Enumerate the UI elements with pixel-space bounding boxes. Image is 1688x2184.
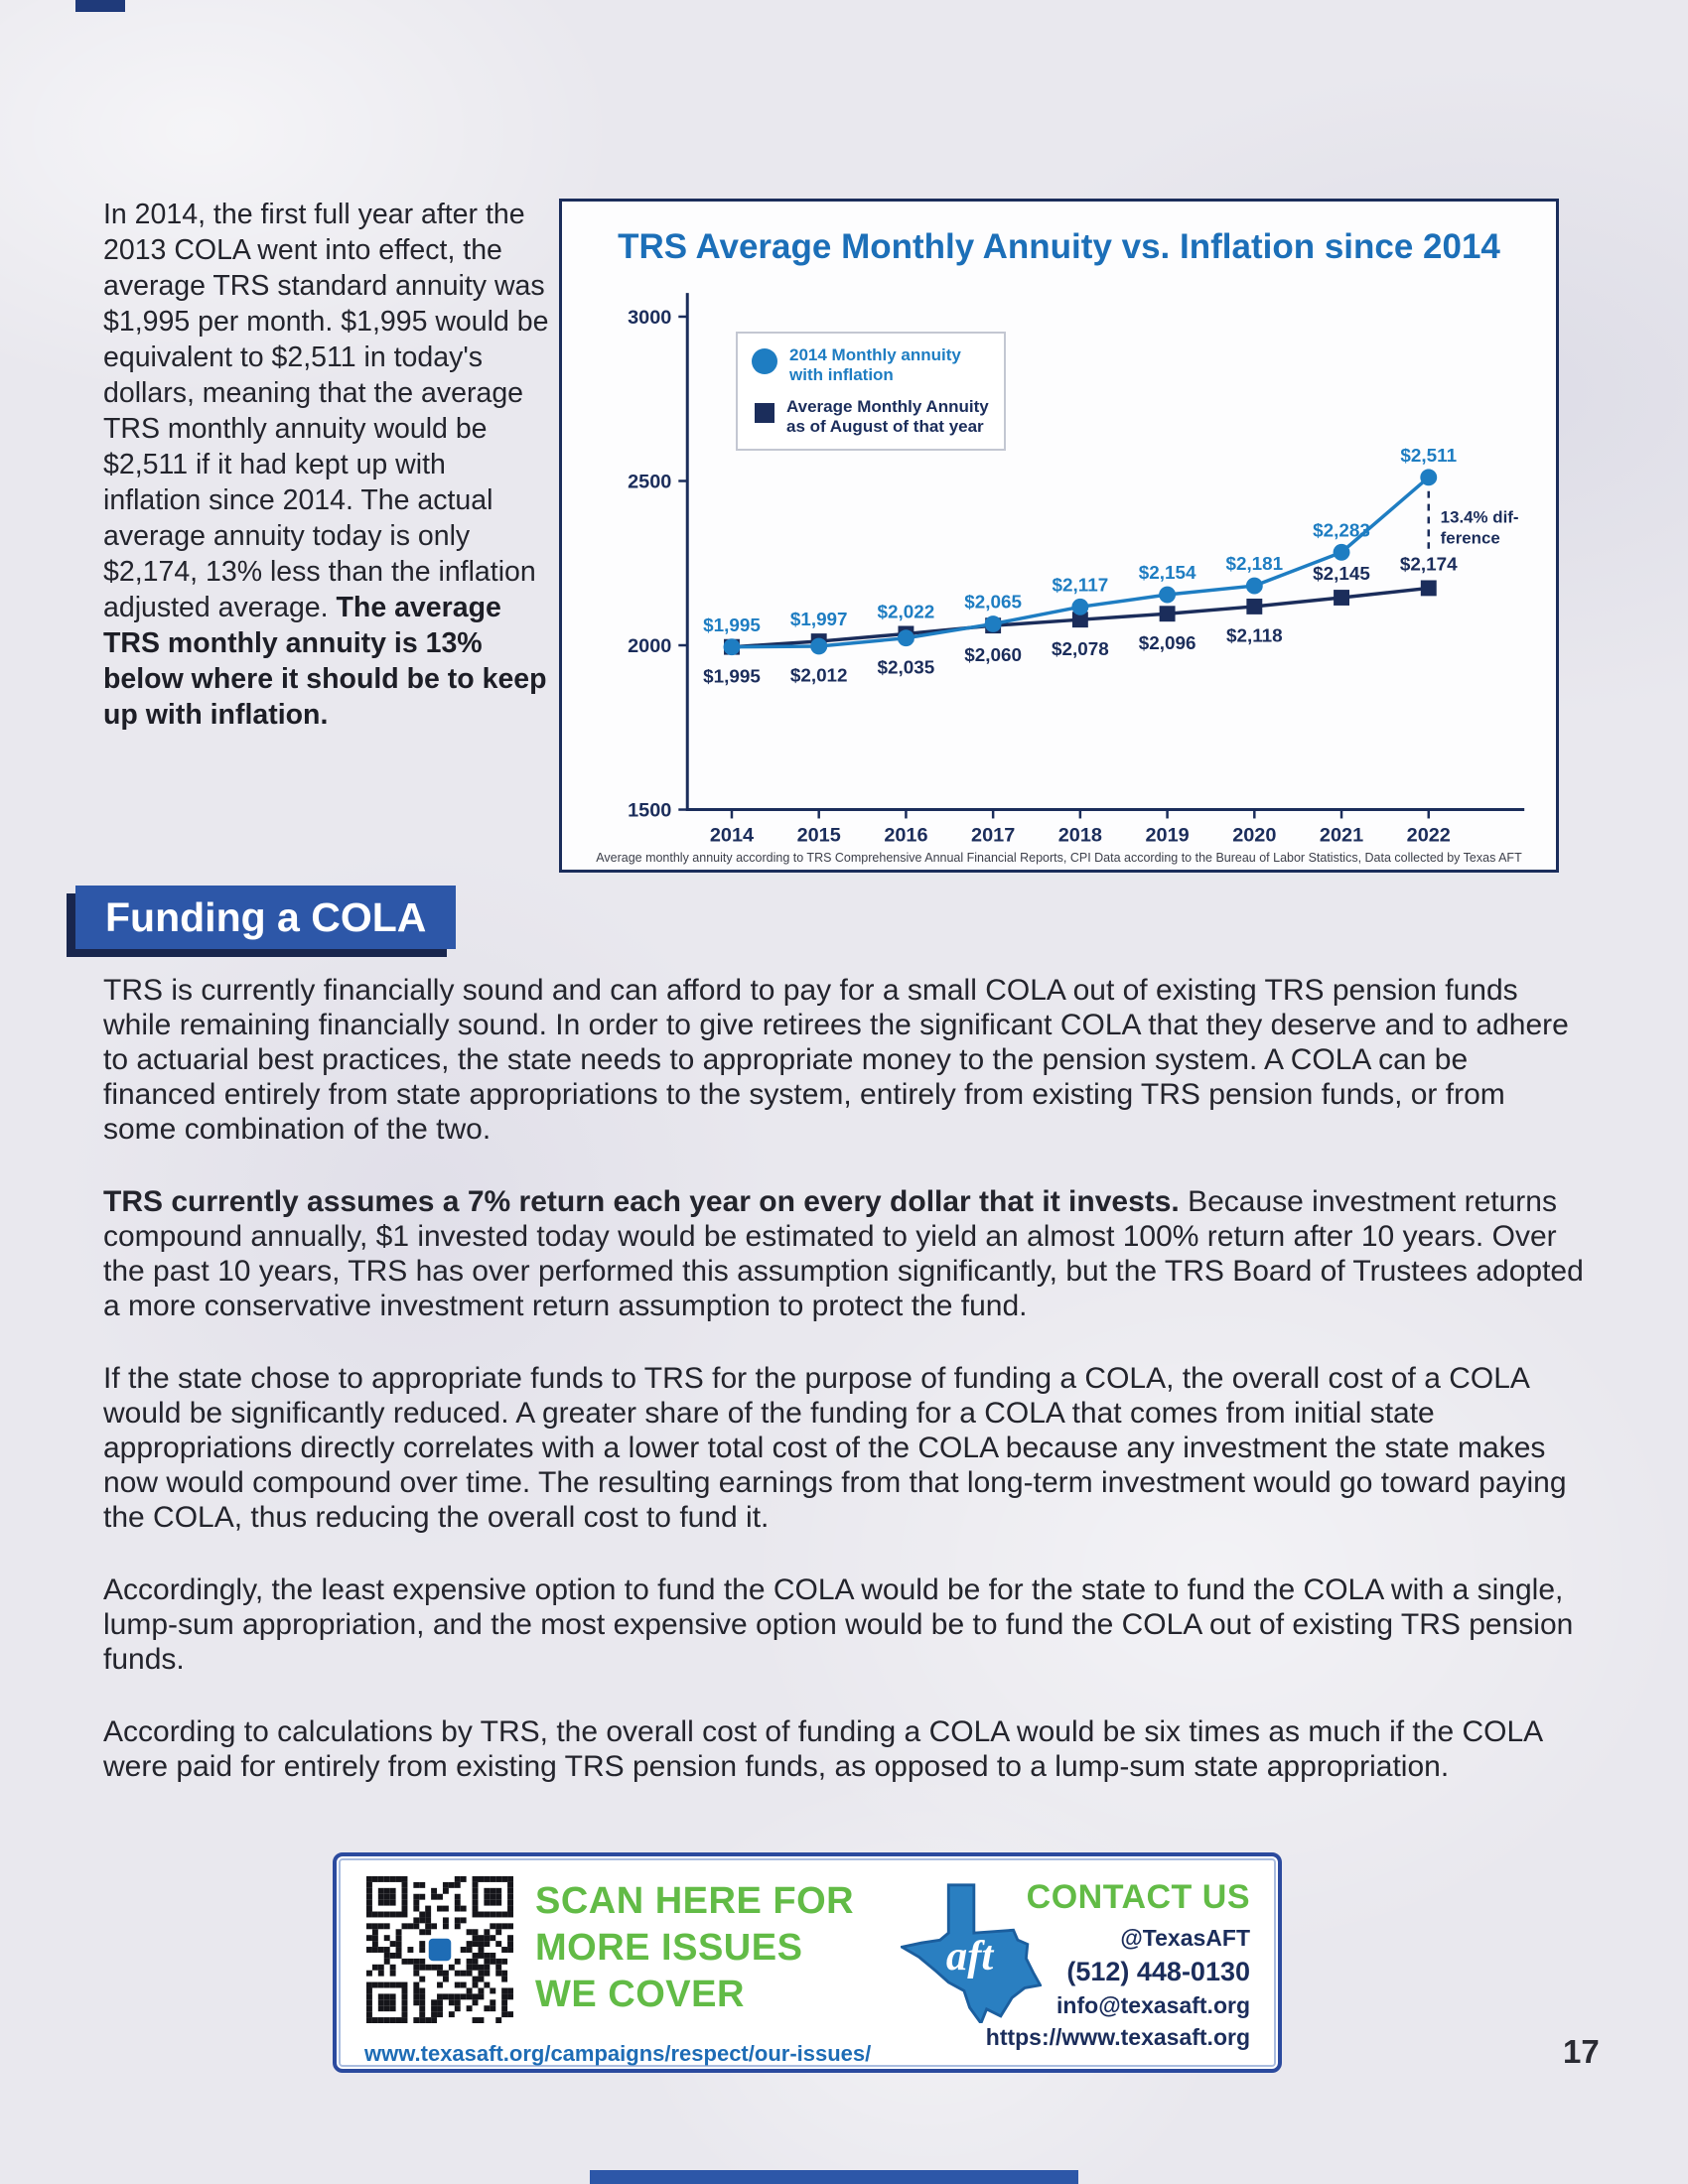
scan-line-1: SCAN HERE FOR xyxy=(535,1880,855,1922)
bottom-edge-accent-bar xyxy=(590,2170,1078,2184)
paragraph-funding-2 xyxy=(103,1184,1585,1323)
svg-text:$2,511: $2,511 xyxy=(1400,445,1458,466)
scan-here-text xyxy=(535,1878,854,2018)
svg-text:$2,117: $2,117 xyxy=(1052,574,1109,596)
svg-text:2021: 2021 xyxy=(1319,824,1364,847)
svg-text:$1,995: $1,995 xyxy=(703,665,761,687)
legend-label-inflation: 2014 Monthly annuity with inflation xyxy=(789,345,961,384)
issues-url-link[interactable]: www.texasaft.org/campaigns/respect/our-issues/ xyxy=(364,2041,872,2066)
svg-text:$2,012: $2,012 xyxy=(789,664,848,686)
twitter-handle-link[interactable]: @TexasAFT xyxy=(1120,1925,1250,1951)
svg-text:$2,283: $2,283 xyxy=(1313,519,1370,541)
chart-panel xyxy=(559,199,1559,873)
paragraph-funding-3: If the state chose to appropriate funds to TRS for the purpose of funding a COLA, the overall cost of a COLA would be significantly reduced. A greater share of the funding for a COLA that comes from initial state appropriations directly correlates with a lower total cost of the COLA because any investment the state makes now would compound over time. The resulting earnings from that long-term investment would go toward paying the COLA, thus reducing the overall cost to fund it. xyxy=(103,1362,1567,1534)
page-number: 17 xyxy=(1563,2033,1600,2070)
footer-banner xyxy=(333,1852,1282,2073)
legend-square-marker xyxy=(755,403,774,423)
svg-text:2018: 2018 xyxy=(1057,824,1102,847)
website-link[interactable]: https://www.texasaft.org xyxy=(985,2024,1250,2050)
svg-text:2017: 2017 xyxy=(971,824,1016,847)
section-heading-badge: Funding a COLA xyxy=(75,886,456,949)
chart-legend xyxy=(736,332,1006,451)
chart-footnote: Average monthly annuity according to TRS Comprehensive Annual Financial Reports, CPI Data according to the Bureau of Labor Statistics, Data collected by Texas AFT xyxy=(596,851,1522,865)
scan-line-3: WE COVER xyxy=(535,1974,745,2015)
svg-text:2020: 2020 xyxy=(1232,824,1277,847)
paragraph-funding-4: Accordingly, the least expensive option to fund the COLA would be for the state to fund the COLA with a single, lump-sum appropriation, and the most expensive option would be to fund the COLA out of existing TRS pension funds. xyxy=(103,1573,1574,1676)
svg-text:$2,154: $2,154 xyxy=(1138,562,1196,584)
svg-text:$2,145: $2,145 xyxy=(1313,563,1370,585)
svg-text:2019: 2019 xyxy=(1145,824,1190,847)
svg-text:2000: 2000 xyxy=(628,634,672,657)
top-edge-accent-bar xyxy=(75,0,125,12)
svg-text:$1,995: $1,995 xyxy=(703,614,761,635)
svg-text:1500: 1500 xyxy=(628,799,672,822)
svg-text:$2,022: $2,022 xyxy=(877,601,935,622)
paragraph-bold-lead: TRS currently assumes a 7% return each year on every dollar that it invests. xyxy=(103,1185,1180,1218)
svg-text:3000: 3000 xyxy=(628,306,672,329)
legend-label-actual: Average Monthly Annuity as of August of that year xyxy=(786,397,989,436)
paragraph-funding-5: According to calculations by TRS, the overall cost of funding a COLA would be six times as much if the COLA were paid for entirely from existing TRS pension funds, as opposed to a lump-sum state appropriation. xyxy=(103,1715,1542,1783)
svg-text:2016: 2016 xyxy=(884,824,928,847)
svg-text:$2,065: $2,065 xyxy=(964,591,1023,613)
svg-text:$2,174: $2,174 xyxy=(1399,553,1458,575)
body-copy xyxy=(103,973,1585,1822)
scan-line-2: MORE ISSUES xyxy=(535,1927,803,1969)
paragraph-rest: Because investment returns compound annually, $1 invested today would be estimated to yield an almost 100% return after 10 years. Over the past 10 years, TRS has over performed this assumption significantly, but the TRS Board of Trustees adopted a more conservative investment return assumption to protect the fund. xyxy=(103,1185,1584,1322)
chart-title: TRS Average Monthly Annuity vs. Inflation since 2014 xyxy=(618,227,1500,266)
annuity-line-chart xyxy=(562,202,1556,870)
svg-text:$2,035: $2,035 xyxy=(877,656,935,678)
svg-text:$2,118: $2,118 xyxy=(1225,624,1283,646)
svg-text:$1,997: $1,997 xyxy=(789,609,848,630)
svg-text:2500: 2500 xyxy=(628,471,672,493)
intro-paragraph xyxy=(103,197,550,733)
qr-code-image xyxy=(366,1876,513,2023)
svg-text:$2,060: $2,060 xyxy=(964,643,1023,665)
paragraph-funding-1: TRS is currently financially sound and can afford to pay for a small COLA out of existing TRS pension funds while remaining financially sound. In order to give retirees the significant COLA that they deserve and to adhere to actuarial best practices, the state needs to appropriate money to the pension system. A COLA can be financed entirely from state appropriations to the system, entirely from existing TRS pension funds, or from some combination of the two. xyxy=(103,974,1569,1146)
legend-circle-marker xyxy=(752,348,777,374)
svg-text:2014: 2014 xyxy=(709,824,755,847)
legend-item-inflation xyxy=(752,345,990,385)
svg-text:$2,181: $2,181 xyxy=(1225,553,1284,575)
svg-text:$2,078: $2,078 xyxy=(1052,637,1109,659)
aft-logo-text: aft xyxy=(945,1933,994,1980)
email-link[interactable]: info@texasaft.org xyxy=(1056,1992,1250,2018)
svg-text:ference: ference xyxy=(1440,528,1500,548)
contact-block xyxy=(986,1878,1250,2051)
svg-text:$2,096: $2,096 xyxy=(1138,631,1196,653)
intro-text: In 2014, the first full year after the 2013 COLA went into effect, the average TRS standard annuity was $1,995 per month. $1,995 would be equivalent to $2,511 in today's dollars, meaning that the average TRS monthly annuity would be $2,511 if it had kept up with inflation since 2014. The actual average annuity today is only $2,174, 13% less than the inflation adjusted average. xyxy=(103,199,549,623)
qr-code xyxy=(366,1876,513,2023)
intro-bold-text: The average TRS monthly annuity is 13% below where it should be to keep up with inflation. xyxy=(103,592,547,731)
contact-us-heading: CONTACT US xyxy=(1026,1878,1250,1916)
legend-item-actual xyxy=(752,397,990,437)
svg-text:2015: 2015 xyxy=(796,824,841,847)
svg-text:2022: 2022 xyxy=(1406,824,1451,847)
phone-number-link[interactable]: (512) 448-0130 xyxy=(1066,1957,1250,1986)
svg-text:13.4% dif-: 13.4% dif- xyxy=(1440,507,1519,527)
